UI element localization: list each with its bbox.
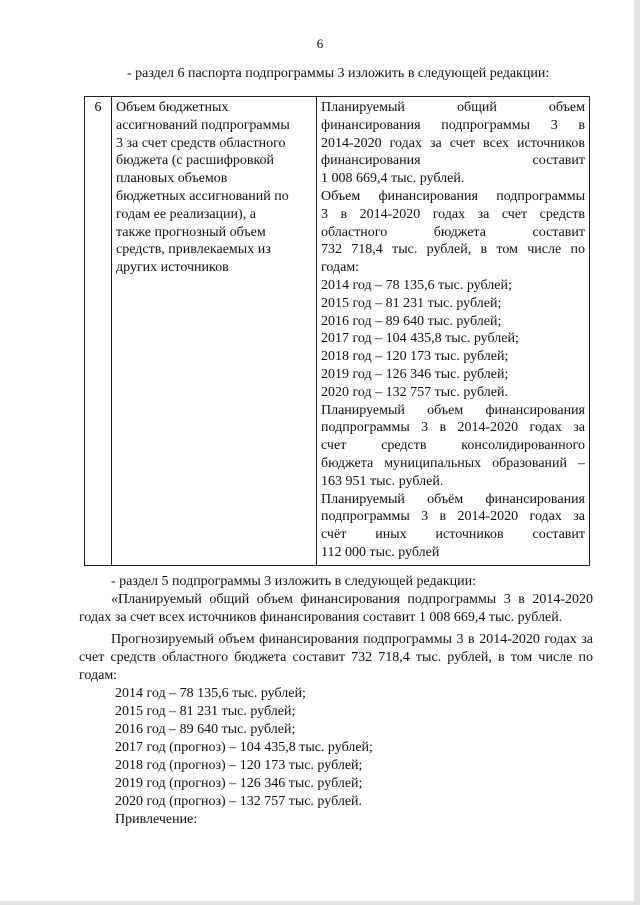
section-5-text: [79, 573, 593, 829]
value-line: финансирования подпрограммы 3 в: [321, 117, 585, 133]
label-cell: [112, 97, 317, 566]
value-line: Планируемый объём финансирования: [321, 491, 585, 507]
scan-edge-right: [634, 0, 640, 905]
value-line: 2014-2020 годах за счет всех источников: [321, 135, 585, 151]
value-line: годам:: [321, 260, 360, 276]
value-line: 2014 год – 78 135,6 тыс. рублей;: [321, 277, 512, 293]
value-line: счет средств консолидированного: [321, 438, 585, 454]
value-line: 3 в 2014-2020 годах за счет средств: [321, 206, 585, 222]
list-item: 2016 год – 89 640 тыс. рублей;: [115, 722, 296, 737]
label-line: 3 за счет средств областного: [116, 135, 286, 151]
value-line: Планируемый общий объем: [321, 100, 585, 115]
list-item: 2015 год – 81 231 тыс. рублей;: [115, 704, 296, 719]
value-line: бюджета муниципальных образований –: [321, 455, 585, 471]
value-line: счёт иных источников составит: [321, 527, 585, 543]
label-line: плановых объемов: [116, 171, 228, 187]
label-line: других источников: [116, 260, 229, 276]
label-line: годам ее реализации), а: [116, 206, 256, 222]
label-line: Объем бюджетных: [116, 100, 229, 115]
value-line: подпрограммы 3 в 2014-2020 годах за: [321, 509, 585, 525]
value-line: 112 000 тыс. рублей: [321, 544, 440, 560]
list-item: 2020 год (прогноз) – 132 757 тыс. рублей.: [115, 794, 363, 809]
table-row: [85, 97, 590, 566]
value-cell: [317, 97, 590, 566]
intro-paragraph: - раздел 6 паспорта подпрограммы 3 изложить в следующей редакции:: [127, 66, 550, 81]
value-line: 2018 год – 120 173 тыс. рублей;: [321, 349, 509, 365]
label-line: средств, привлекаемых из: [116, 242, 271, 258]
label-line: бюджета (с расшифровкой: [116, 153, 275, 169]
section-5-heading: - раздел 5 подпрограммы 3 изложить в следующей редакции:: [111, 574, 477, 589]
value-line: Планируемый объем финансирования: [321, 402, 585, 418]
label-line: также прогнозный объем: [116, 224, 266, 240]
value-line: 732 718,4 тыс. рублей, в том числе по: [321, 242, 585, 258]
page-number: 6: [316, 36, 324, 51]
value-line: 2017 год – 104 435,8 тыс. рублей;: [321, 331, 519, 347]
list-item: 2019 год (прогноз) – 126 346 тыс. рублей;: [115, 776, 363, 791]
label-line: бюджетных ассигнований по: [116, 188, 289, 204]
value-line: 1 008 669,4 тыс. рублей.: [321, 171, 465, 187]
passport-table: [84, 96, 590, 566]
list-item: 2014 год – 78 135,6 тыс. рублей;: [115, 686, 306, 701]
value-line: подпрограммы 3 в 2014-2020 годах за: [321, 420, 585, 436]
value-line: финансирования составит: [321, 153, 585, 169]
section-5-paragraph-2: Прогнозируемый объем финансирования подпрограммы 3 в 2014-2020 годах за счет средств областного бюджета составит 732 718,4 тыс. рублей, в том числе по годам:: [79, 632, 593, 683]
value-line: 163 951 тыс. рублей.: [321, 473, 444, 489]
row-number-cell: 6: [85, 97, 112, 566]
list-item: 2018 год (прогноз) – 120 173 тыс. рублей;: [115, 758, 363, 773]
value-line: 2020 год – 132 757 тыс. рублей.: [321, 384, 508, 400]
scan-edge-bottom: [0, 901, 640, 905]
value-line: 2015 год – 81 231 тыс. рублей;: [321, 295, 502, 311]
value-line: Объем финансирования подпрограммы: [321, 188, 585, 204]
value-line: 2019 год – 126 346 тыс. рублей;: [321, 366, 509, 382]
closing-line: Привлечение:: [115, 812, 198, 827]
label-line: ассигнований подпрограммы: [116, 117, 290, 133]
section-5-paragraph-1: «Планируемый общий объем финансирования подпрограммы 3 в 2014-2020 годах за счет всех источников финансирования составит 1 008 669,4 тыс. рублей.: [79, 592, 593, 625]
list-item: 2017 год (прогноз) – 104 435,8 тыс. рублей;: [115, 740, 373, 755]
value-line: областного бюджета составит: [321, 224, 585, 240]
year-list: [115, 685, 593, 829]
value-line: 2016 год – 89 640 тыс. рублей;: [321, 313, 502, 329]
